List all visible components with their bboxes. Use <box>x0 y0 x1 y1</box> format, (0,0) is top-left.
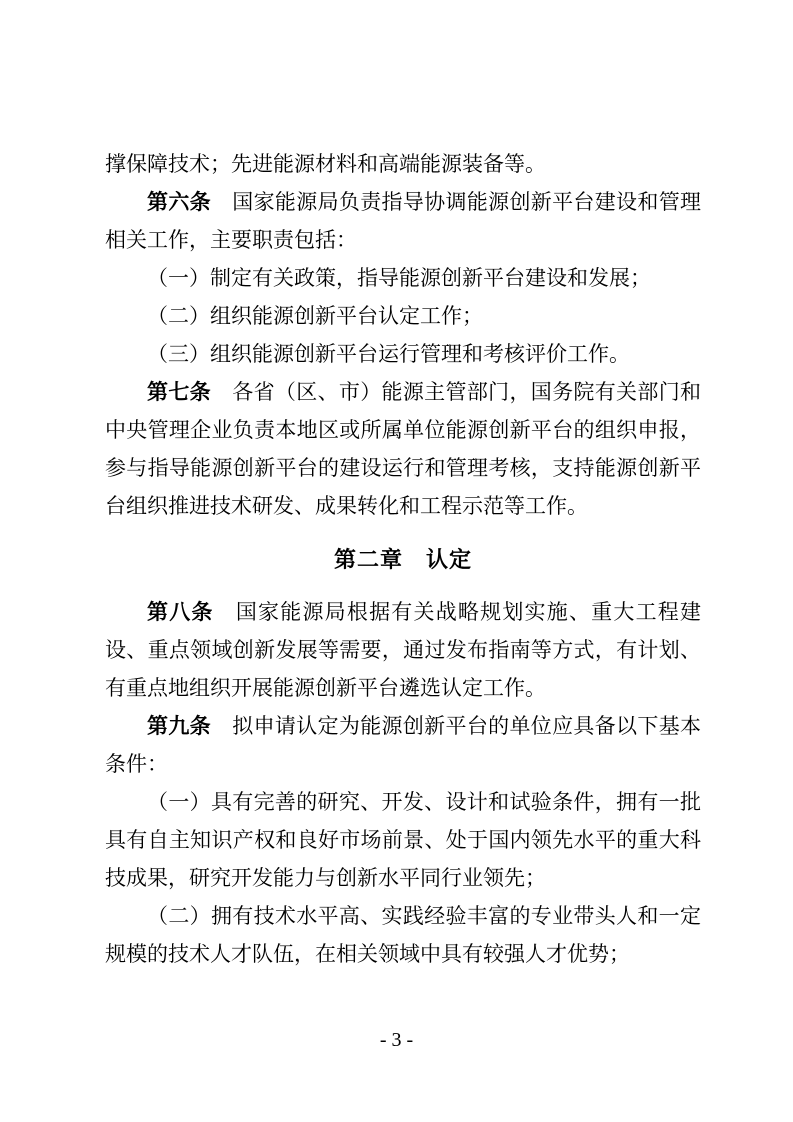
paragraph <box>105 374 701 526</box>
paragraph <box>105 260 701 298</box>
paragraph <box>105 594 701 708</box>
paragraph <box>105 146 701 184</box>
paragraph-text: 各省（区、市）能源主管部门，国务院有关部门和中央管理企业负责本地区或所属单位能源创新平台的组织申报，参与指导能源创新平台的建设运行和管理考核，支持能源创新平台组织推进技术研发、成果转化和工程示范等工作。 <box>105 381 702 518</box>
paragraph-text: （一）制定有关政策，指导能源创新平台建设和发展； <box>147 267 651 290</box>
chapter-heading <box>105 541 701 579</box>
article-number: 第七条 <box>147 381 211 404</box>
paragraph-text: （二）拥有技术水平高、实践经验丰富的专业带头人和一定规模的技术人才队伍，在相关领域中具有较强人才优势； <box>105 905 701 966</box>
paragraph-text: （二）组织能源创新平台认定工作； <box>147 305 483 328</box>
paragraph-text: 国家能源局负责指导协调能源创新平台建设和管理相关工作，主要职责包括： <box>105 191 702 252</box>
paragraph-text: 拟申请认定为能源创新平台的单位应具备以下基本条件： <box>105 715 702 776</box>
article-number: 第八条 <box>147 601 214 624</box>
paragraph <box>105 708 701 784</box>
article-number: 第九条 <box>147 715 211 738</box>
paragraph <box>105 898 701 974</box>
paragraph <box>105 336 701 374</box>
paragraph-text: 撑保障技术；先进能源材料和高端能源装备等。 <box>105 153 546 176</box>
paragraph-text: （三）组织能源创新平台运行管理和考核评价工作。 <box>147 343 630 366</box>
article-number: 第六条 <box>147 191 211 214</box>
paragraph <box>105 784 701 898</box>
paragraph-text: （一）具有完善的研究、开发、设计和试验条件，拥有一批具有自主知识产权和良好市场前景、处于国内领先水平的重大科技成果，研究开发能力与创新水平同行业领先； <box>105 791 701 890</box>
paragraph-text: 国家能源局根据有关战略规划实施、重大工程建设、重点领域创新发展等需要，通过发布指南等方式，有计划、有重点地组织开展能源创新平台遴选认定工作。 <box>105 601 702 700</box>
page-number: - 3 - <box>379 1029 414 1051</box>
paragraph <box>105 184 701 260</box>
document-body <box>105 146 701 974</box>
chapter-heading-text: 第二章 认定 <box>333 547 472 572</box>
paragraph <box>105 298 701 336</box>
